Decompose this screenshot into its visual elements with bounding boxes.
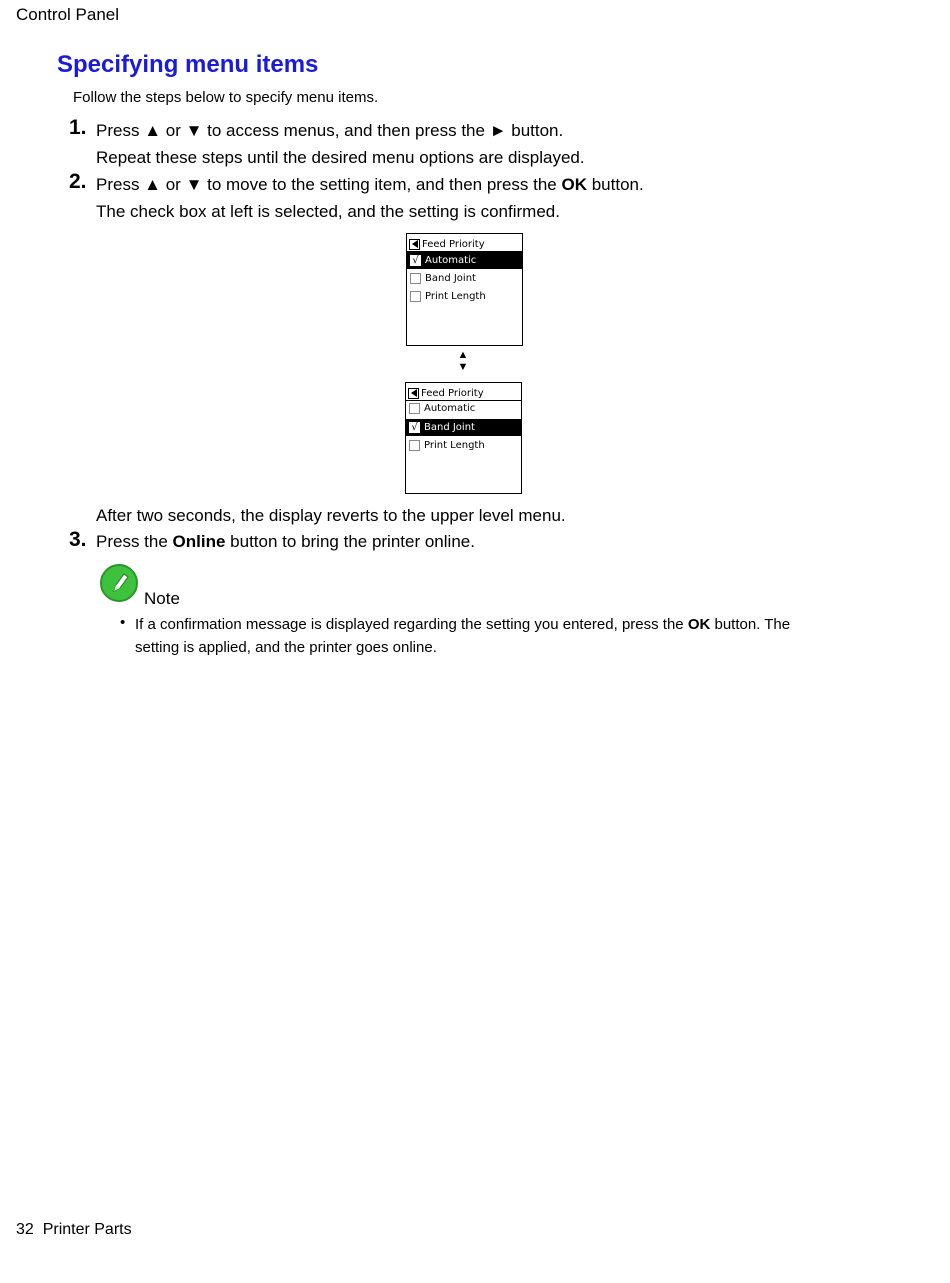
step-number: 2. xyxy=(69,170,87,193)
step-3-text: Press the Online button to bring the printer online. xyxy=(96,532,475,551)
checkbox-icon xyxy=(410,273,421,284)
down-arrow-icon: ▼ xyxy=(185,121,203,140)
page-number: 32 xyxy=(16,1221,34,1238)
lcd-menu-item-band-joint: Band Joint xyxy=(407,270,522,287)
step-2-text: Press ▲ or ▼ to move to the setting item, and then press the OK button. xyxy=(96,175,644,194)
checkbox-icon: √ xyxy=(410,255,421,266)
back-arrow-icon xyxy=(408,388,419,399)
bullet-icon: • xyxy=(120,614,126,631)
step-1-followup: Repeat these steps until the desired menu options are displayed. xyxy=(96,148,585,167)
note-text: If a confirmation message is displayed regarding the setting you entered, press the OK button. The setting is applied, and the printer goes online. xyxy=(135,616,791,656)
lcd-menu-item-automatic: Automatic xyxy=(406,400,521,417)
page-title: Specifying menu items xyxy=(57,51,319,78)
footer-section: Printer Parts xyxy=(42,1221,132,1238)
up-arrow-icon: ▲ xyxy=(144,121,162,140)
checkbox-icon xyxy=(410,291,421,302)
down-arrow-icon: ▼ xyxy=(457,361,469,373)
lcd-heading: Feed Priority xyxy=(409,237,485,251)
lcd-menu-item-band-joint: √ Band Joint xyxy=(406,419,521,436)
lcd-menu-item-automatic: √ Automatic xyxy=(407,252,522,269)
after-text: After two seconds, the display reverts to the upper level menu. xyxy=(96,506,566,525)
step-2-followup: The check box at left is selected, and the setting is confirmed. xyxy=(96,202,560,221)
checkbox-icon xyxy=(409,403,420,414)
step-number: 1. xyxy=(69,116,87,139)
step-number: 3. xyxy=(69,528,87,551)
back-arrow-icon xyxy=(409,239,420,250)
lcd-screen-after xyxy=(405,382,522,494)
step-1-text: Press ▲ or ▼ to access menus, and then press the ► button. xyxy=(96,121,564,140)
right-arrow-icon: ► xyxy=(489,121,507,140)
page-footer xyxy=(16,1221,132,1239)
note-pencil-icon xyxy=(100,564,138,602)
lcd-menu-item-print-length: Print Length xyxy=(407,288,522,305)
running-header: Control Panel xyxy=(16,5,120,24)
up-down-arrows xyxy=(457,349,469,373)
lcd-heading: Feed Priority xyxy=(408,386,484,400)
lcd-menu-item-print-length: Print Length xyxy=(406,437,521,454)
note-label: Note xyxy=(144,589,180,608)
intro-text: Follow the steps below to specify menu items. xyxy=(73,89,379,106)
up-arrow-icon: ▲ xyxy=(457,349,469,361)
checkbox-icon: √ xyxy=(409,422,420,433)
lcd-screen-before xyxy=(406,233,523,346)
checkbox-icon xyxy=(409,440,420,451)
